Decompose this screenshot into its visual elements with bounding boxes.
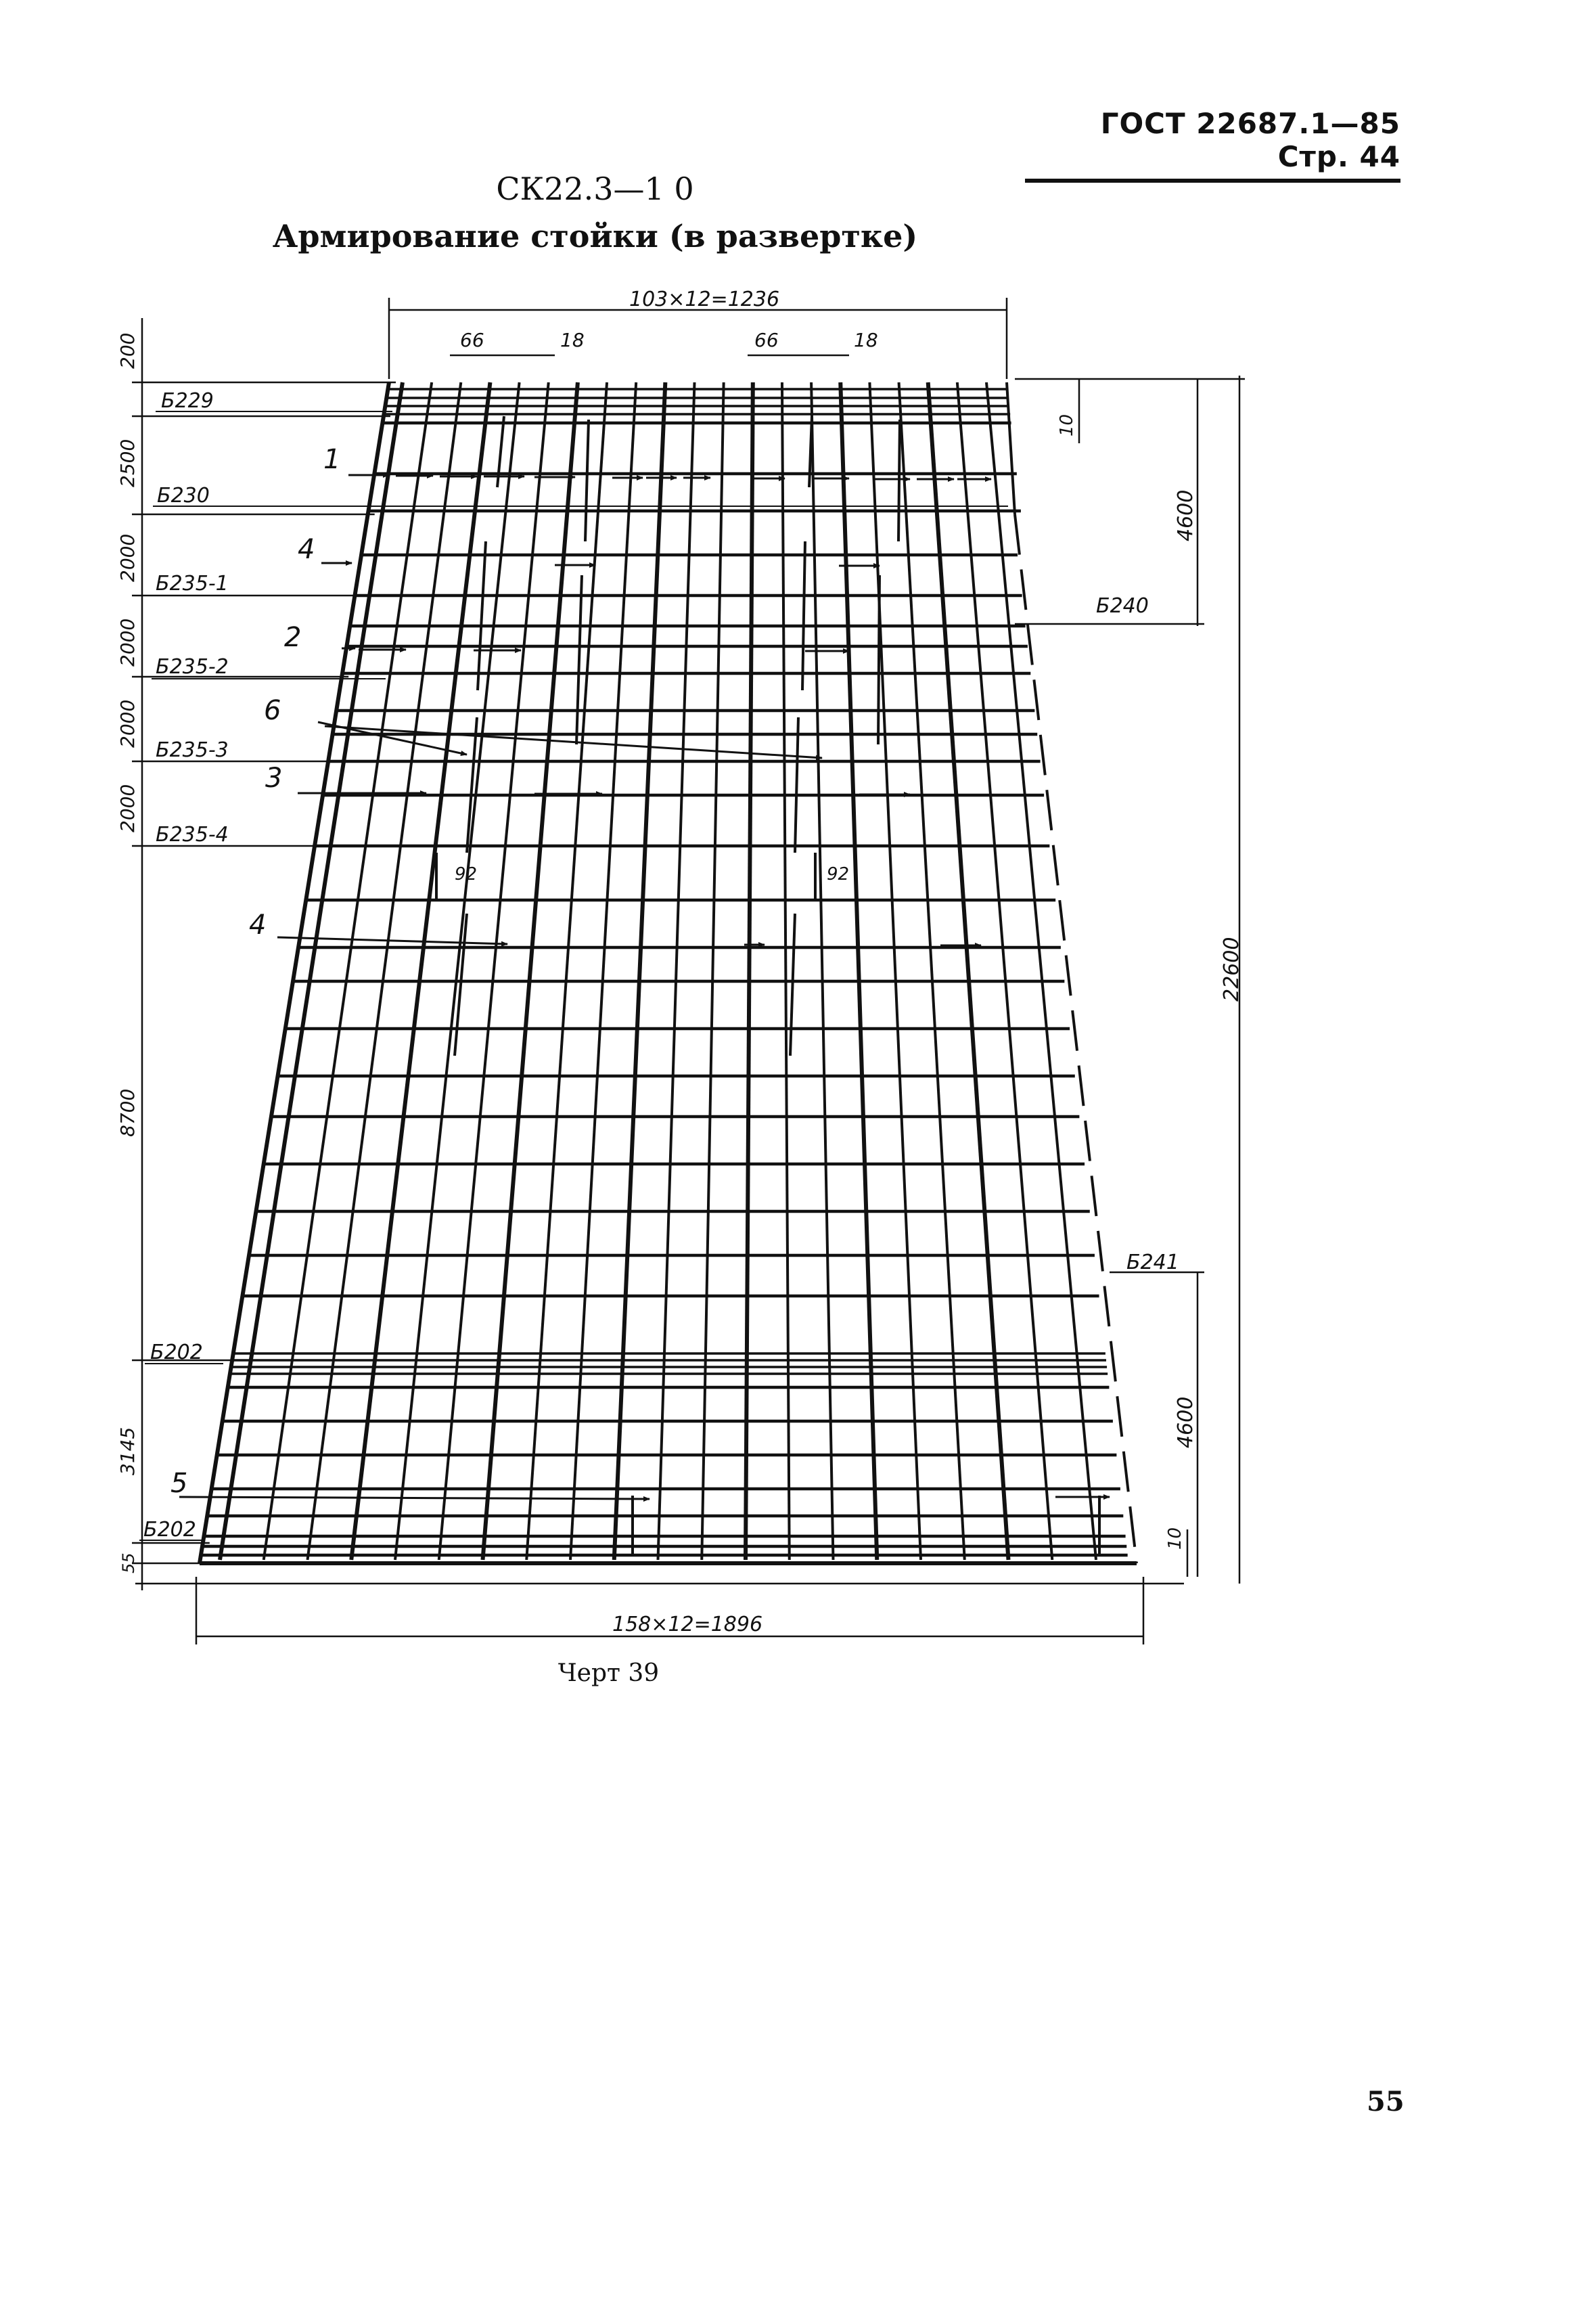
longitudinal-bar <box>351 382 490 1560</box>
outline-right-dashed <box>1015 514 1137 1563</box>
outline-right-top <box>1007 382 1015 514</box>
left-dim-2500: 2500 <box>116 439 139 487</box>
right-dim-4600-top: 4600 <box>1174 489 1198 541</box>
mark-b241: Б241 <box>1126 1251 1179 1274</box>
right-dim-10-top: 10 <box>1057 413 1077 436</box>
longitudinal-bar <box>811 382 833 1560</box>
left-dim-8700: 8700 <box>116 1088 139 1137</box>
dim-18-right: 18 <box>854 329 878 351</box>
left-dim-55: 55 <box>119 1552 138 1573</box>
callout-5: 5 <box>170 1468 188 1499</box>
mark-b235-4: Б235-4 <box>156 823 229 847</box>
short-rebar <box>795 717 798 853</box>
figure-caption: Черт 39 <box>557 1659 660 1687</box>
short-rebar <box>585 420 589 541</box>
mark-b235-2: Б235-2 <box>156 655 229 679</box>
drawing-title: Армирование стойки (в развертке) <box>272 218 918 254</box>
longitudinal-bar <box>899 382 965 1560</box>
mark-b202-bottom: Б202 <box>143 1518 196 1542</box>
short-rebar <box>878 575 880 744</box>
longitudinal-bar <box>840 382 877 1560</box>
short-rebar <box>802 541 805 690</box>
callout-4-bottom: 4 <box>249 910 267 941</box>
longitudinal-bar <box>570 382 636 1560</box>
left-dim-200: 200 <box>116 332 139 369</box>
left-dim-2000-d: 2000 <box>116 784 139 832</box>
dim-92-left: 92 <box>455 864 478 884</box>
mesh-grid <box>200 382 1137 1563</box>
short-rebar <box>576 575 582 744</box>
callout-6: 6 <box>264 695 281 726</box>
longitudinal-bar <box>782 382 790 1560</box>
longitudinal-bar <box>746 382 753 1560</box>
dim-18-left: 18 <box>560 329 585 351</box>
right-dim-4600-bottom: 4600 <box>1174 1396 1198 1448</box>
callout-arrow <box>325 726 822 758</box>
callout-arrow <box>179 1497 649 1499</box>
longitudinal-bar <box>986 382 1096 1560</box>
callout-4-top: 4 <box>298 534 315 565</box>
mark-b230: Б230 <box>157 484 210 508</box>
left-dim-2000-a: 2000 <box>116 533 139 582</box>
bottom-width-dim: 158×12=1896 <box>612 1613 763 1636</box>
callout-arrow <box>277 937 507 944</box>
short-rebar <box>790 914 795 1056</box>
longitudinal-bar <box>869 382 921 1560</box>
longitudinal-bar <box>395 382 520 1560</box>
dim-66-right: 66 <box>754 329 779 351</box>
short-rebar <box>898 420 900 541</box>
longitudinal-bar <box>702 382 723 1560</box>
page-header: ГОСТ 22687.1—85 Стр. 44 <box>1025 107 1400 183</box>
dim-92-right: 92 <box>827 864 850 884</box>
drawing-code: СК22.3—1 0 <box>496 171 694 207</box>
dim-66-left: 66 <box>460 329 484 351</box>
left-dim-3145: 3145 <box>116 1427 139 1475</box>
mark-b229: Б229 <box>161 389 214 413</box>
page-number: 55 <box>1367 2086 1405 2118</box>
dimension-lines <box>132 298 1245 1644</box>
right-dim-10-bottom: 10 <box>1165 1527 1185 1550</box>
longitudinal-bar <box>614 382 666 1560</box>
mark-b235-3: Б235-3 <box>156 738 229 762</box>
top-width-dim: 103×12=1236 <box>629 288 780 311</box>
longitudinal-bar <box>483 382 578 1560</box>
left-dim-2000-b: 2000 <box>116 618 139 667</box>
callout-2: 2 <box>284 622 302 653</box>
right-dim-22600: 22600 <box>1220 937 1244 1002</box>
callout-3: 3 <box>265 763 283 794</box>
left-dim-2000-c: 2000 <box>116 699 139 748</box>
mark-b235-1: Б235-1 <box>156 572 229 596</box>
callout-1: 1 <box>323 444 341 475</box>
mark-b240: Б240 <box>1096 594 1149 618</box>
longitudinal-bar <box>308 382 461 1560</box>
longitudinal-bar <box>264 382 432 1560</box>
longitudinal-bar <box>526 382 607 1560</box>
mark-b202-top: Б202 <box>150 1341 203 1364</box>
longitudinal-bar <box>957 382 1052 1560</box>
longitudinal-bar <box>658 382 695 1560</box>
short-rebar <box>478 541 486 690</box>
short-rebar <box>809 416 812 487</box>
longitudinal-bar <box>928 382 1009 1560</box>
